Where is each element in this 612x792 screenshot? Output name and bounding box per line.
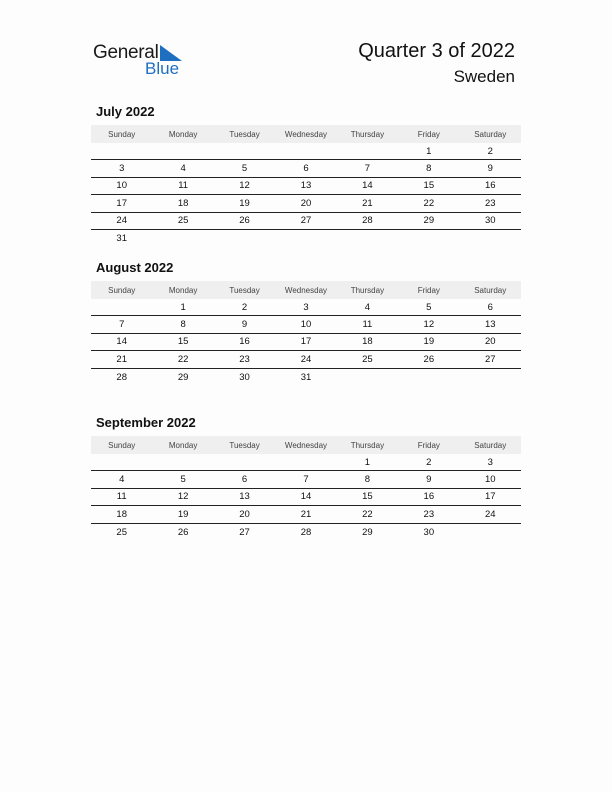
day-cell: 19 (177, 508, 189, 520)
day-cell: 17 (116, 197, 127, 209)
day-cell: 22 (177, 353, 189, 365)
day-cell: 27 (300, 215, 312, 227)
day-cell: 28 (300, 526, 312, 538)
day-cell: 30 (423, 526, 435, 538)
weekday-label: Thursday (350, 129, 385, 139)
day-cell: 3 (487, 456, 493, 468)
day-cell: 28 (362, 215, 373, 227)
day-cell: 21 (116, 353, 127, 365)
day-cell: 2 (241, 301, 248, 313)
weekday-label: Sunday (108, 129, 136, 139)
day-cell: 26 (423, 353, 435, 365)
day-cell: 10 (484, 474, 496, 486)
day-cell: 26 (239, 215, 250, 227)
day-cell: 7 (119, 319, 125, 331)
day-cell: 11 (362, 319, 373, 331)
day-cell: 1 (180, 301, 186, 313)
weekday-label: Tuesday (229, 440, 260, 450)
week-row (91, 299, 521, 316)
generalblue-logo (93, 42, 193, 82)
month-august (91, 259, 521, 386)
day-cell: 18 (116, 508, 127, 520)
day-cell: 24 (300, 353, 312, 365)
week-row (91, 230, 521, 247)
weekday-label: Saturday (474, 440, 507, 450)
day-cell: 23 (484, 197, 496, 209)
weekday-label: Wednesday (284, 129, 328, 139)
week-row (91, 524, 521, 541)
day-cell: 11 (116, 491, 127, 503)
week-row (91, 213, 521, 230)
day-cell: 4 (180, 163, 186, 175)
month-title: July 2022 (96, 104, 155, 119)
day-cell: 7 (364, 163, 371, 175)
day-cell: 13 (484, 319, 496, 331)
weekday-label: Monday (168, 440, 198, 450)
day-cell: 31 (300, 371, 312, 383)
day-cell: 5 (241, 163, 248, 175)
day-cell: 1 (364, 456, 371, 468)
day-cell: 30 (239, 371, 250, 383)
week-row (91, 454, 521, 471)
weekday-label: Saturday (474, 129, 507, 139)
week-row (91, 143, 521, 160)
day-cell: 25 (362, 353, 373, 365)
weekday-label: Monday (168, 285, 198, 295)
day-cell: 10 (300, 319, 312, 331)
day-cell: 10 (116, 180, 127, 192)
week-row (91, 506, 521, 523)
week-row (91, 316, 521, 333)
day-cell: 3 (303, 301, 309, 313)
week-row (91, 334, 521, 351)
week-row (91, 369, 521, 386)
day-cell: 13 (239, 491, 250, 503)
month-july (91, 103, 521, 247)
country-name: Sweden (453, 67, 515, 86)
month-title: September 2022 (96, 415, 196, 430)
logo-text-general: General (93, 42, 159, 63)
week-row (91, 195, 521, 212)
day-cell: 22 (362, 508, 373, 520)
day-cell: 28 (116, 371, 127, 383)
day-cell: 24 (116, 215, 127, 227)
day-cell: 18 (362, 336, 373, 348)
weekday-label: Sunday (108, 440, 136, 450)
weekday-header-row (91, 281, 521, 299)
day-cell: 12 (239, 180, 250, 192)
day-cell: 11 (178, 180, 189, 192)
day-cell: 26 (177, 526, 189, 538)
week-row (91, 351, 521, 368)
day-cell: 16 (239, 336, 250, 348)
day-cell: 8 (364, 474, 371, 486)
day-cell: 5 (180, 474, 186, 486)
week-row (91, 178, 521, 195)
day-cell: 20 (239, 508, 250, 520)
weekday-label: Thursday (350, 440, 385, 450)
day-cell: 27 (239, 526, 250, 538)
day-cell: 8 (180, 319, 186, 331)
weekday-label: Tuesday (229, 129, 260, 139)
day-cell: 22 (423, 197, 435, 209)
day-cell: 12 (423, 319, 435, 331)
day-cell: 2 (426, 456, 432, 468)
day-cell: 9 (241, 319, 248, 331)
day-cell: 27 (484, 353, 496, 365)
day-cell: 7 (303, 474, 309, 486)
weekday-label: Wednesday (284, 285, 328, 295)
day-cell: 31 (116, 233, 127, 245)
logo-text-blue: Blue (145, 59, 180, 78)
day-cell: 20 (484, 336, 496, 348)
day-cell: 8 (426, 163, 432, 175)
day-cell: 4 (364, 301, 371, 313)
day-cell: 25 (177, 215, 189, 227)
day-cell: 13 (300, 180, 312, 192)
day-cell: 16 (484, 180, 496, 192)
day-cell: 17 (484, 491, 496, 503)
day-cell: 6 (303, 163, 309, 175)
month-title: August 2022 (96, 260, 174, 275)
day-cell: 25 (116, 526, 127, 538)
day-cell: 14 (116, 336, 127, 348)
day-cell: 29 (177, 371, 189, 383)
weekday-label: Friday (417, 129, 440, 139)
day-cell: 1 (426, 145, 432, 157)
day-cell: 15 (177, 336, 189, 348)
day-cell: 14 (300, 491, 312, 503)
day-cell: 21 (300, 508, 312, 520)
week-row (91, 489, 521, 506)
day-cell: 15 (362, 491, 373, 503)
month-september (91, 414, 521, 541)
day-cell: 29 (423, 215, 435, 227)
weekday-label: Tuesday (229, 285, 260, 295)
day-cell: 3 (119, 163, 125, 175)
day-cell: 29 (362, 526, 373, 538)
day-cell: 24 (484, 508, 496, 520)
day-cell: 30 (484, 215, 496, 227)
day-cell: 15 (423, 180, 435, 192)
day-cell: 23 (423, 508, 435, 520)
day-cell: 4 (119, 474, 125, 486)
day-cell: 17 (300, 336, 312, 348)
day-cell: 19 (239, 197, 250, 209)
day-cell: 5 (426, 301, 432, 313)
day-cell: 21 (362, 197, 373, 209)
weekday-label: Wednesday (284, 440, 328, 450)
week-row (91, 471, 521, 488)
week-row (91, 160, 521, 177)
day-cell: 12 (177, 491, 189, 503)
weekday-label: Thursday (350, 285, 385, 295)
weekday-label: Friday (417, 440, 440, 450)
day-cell: 20 (300, 197, 312, 209)
day-cell: 16 (423, 491, 435, 503)
day-cell: 23 (239, 353, 250, 365)
weekday-label: Monday (168, 129, 198, 139)
day-cell: 9 (487, 163, 493, 175)
day-cell: 9 (426, 474, 432, 486)
day-cell: 6 (487, 301, 493, 313)
weekday-header-row (91, 125, 521, 143)
weekday-label: Sunday (108, 285, 136, 295)
weekday-label: Friday (417, 285, 440, 295)
day-cell: 14 (362, 180, 373, 192)
day-cell: 18 (177, 197, 189, 209)
day-cell: 2 (487, 145, 493, 157)
weekday-header-row (91, 436, 521, 454)
day-cell: 6 (241, 474, 248, 486)
page-title: Quarter 3 of 2022 (358, 40, 515, 62)
day-cell: 19 (423, 336, 435, 348)
weekday-label: Saturday (474, 285, 507, 295)
